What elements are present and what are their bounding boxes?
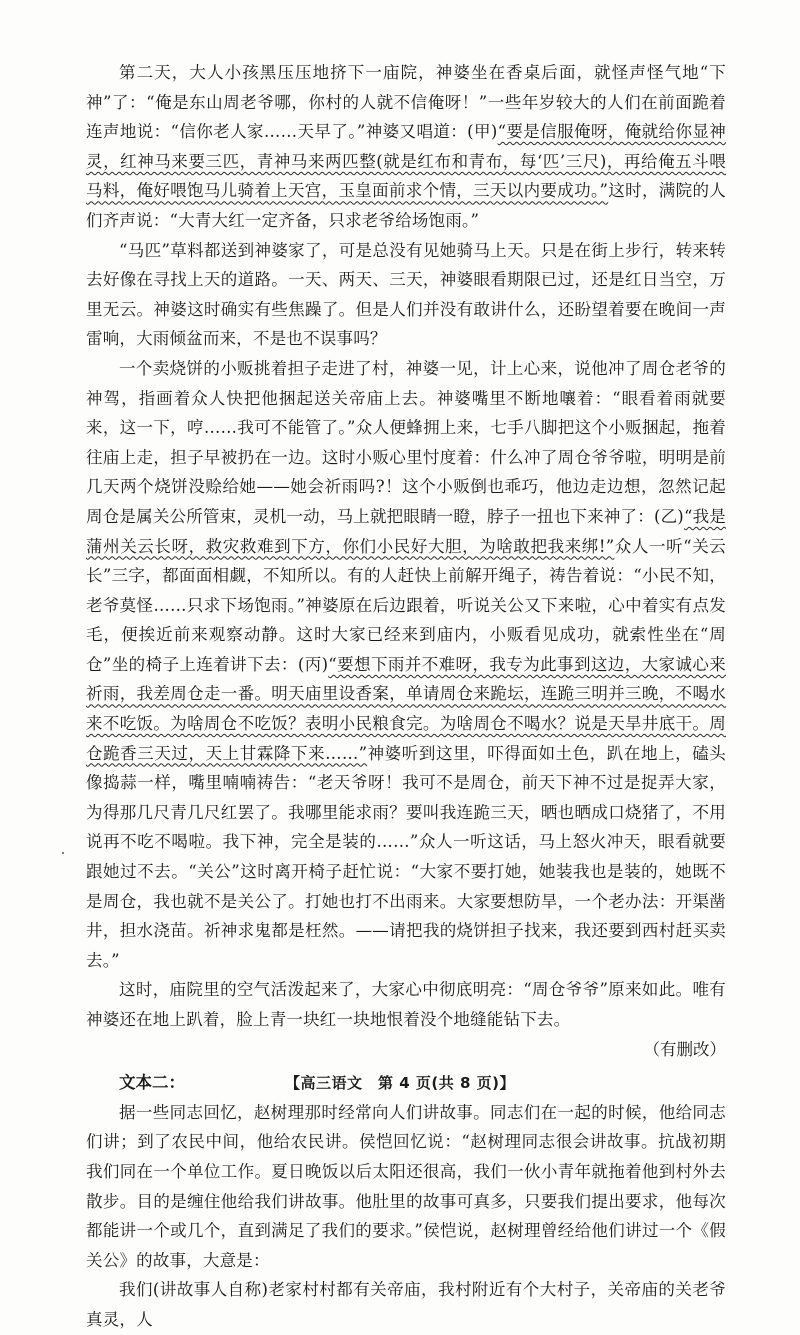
paragraph-3-part-1: 一个卖烧饼的小贩挑着担子走进了村，神婆一见，计上心来，说他冲了周仓老爷的神驾，指画着众人快把他捆起送关帝庙上去。神婆嘴里不断地嚷着：“眼看着雨就要来，这一下，哼……我可不能管了。”众人便蜂拥上来，七手八脚把这个小贩捆起，拖着往庙上走，担子早被扔在一边。这时小贩心里忖度着：什么冲了周仓爷爷啦，明明是前几天两个烧饼没赊给她——她会祈雨吗?！这个小贩倒也乖巧，他边走边想，忽然记起周仓是属关公所管束，灵机一动，马上就把眼睛一瞪，脖子一扭也下来神了：(乙) [86,358,726,526]
scan-speck [62,852,64,854]
paragraph-3 [86,354,726,975]
text2-paragraph-1: 据一些同志回忆，赵树理那时经常向人们讲故事。同志们在一起的时候，他给同志们讲；到了农民中间，他给农民讲。侯恺回忆说：“赵树理同志很会讲故事。抗战初期我们同在一个单位工作。夏日晚饭以后太阳还很高，我们一伙小青年就拖着他到村外去散步。目的是缠住他给我们讲故事。他肚里的故事可真多，只要我们提出要求，他每次都能讲一个或几个，直到满足了我们的要求。”侯恺说，赵树理曾经给他们讲过一个《假关公》的故事，大意是： [86,1102,726,1270]
paragraph-3-part-3: 神婆听到这里，吓得面如土色，趴在地上，磕头像捣蒜一样，嘴里喃喃祷告：“老天爷呀！我可不是周仓，前天下神不过是捉弄大家，为得那几尺青几尺红罢了。我哪里能求雨？要叫我连跪三天，晒也晒成口烧猪了，不用说再不吃不喝啦。我下神，完全是装的……”众人一听这话，马上怒火冲天，眼看就要跟她过不去。“关公”这时离开椅子赶忙说：“大家不要打她，她装我也是装的，她既不是周仓，我也就不是关公了。打她也打不出雨来。大家要想防旱，一个老办法：开渠凿井，担水浇苗。祈神求鬼都是枉然。——请把我的烧饼担子找来，我还要到西村赶买卖去。” [86,743,726,970]
source-note: （有删改） [643,1039,726,1059]
underlined-passage-yi: “我是蒲州关云长呀，救灾救难到下方，你们小民好大胆，为啥敢把我来绑!” [86,506,726,556]
paragraph-3-part-2: 众人一听“关云长”三字，都面面相觑，不知所以。有的人赶快上前解开绳子，祷告着说：“小民不知，老爷莫怪……只求下场饱雨。”神婆原在后边跟着，听说关公又下来啦，心中着实有点发毛，便挨近前来观察动静。这时大家已经来到庙内，小贩看见成功，就索性坐在“周仓”坐的椅子上连着讲下去：(丙) [86,536,726,674]
paragraph-1-intro: 第二天，大人小孩黑压压地挤下一庙院，神婆坐在香桌后面，就怪声怪气地“下神”了：“俺是东山周老爷哪，你村的人就不信俺呀！”一些年岁较大的人们在前面跪着连声地说：“信你老人家……天早了。”神婆又唱道：(甲) [86,63,726,142]
paragraph-2: “马匹”草料都送到神婆家了，可是总没有见她骑马上天。只是在街上步行，转来转去好像在寻找上天的道路。一天、两天、三天，神婆眼看期限已过，还是红日当空，万里无云。神婆这时确实有些焦躁了。但是人们并没有敢讲什么，还盼望着要在晚间一声雷响，大雨倾盆而来，不是也不误事吗？ [86,240,726,349]
paragraph-4: 这时，庙院里的空气活泼起来了，大家心中彻底明亮：“周仓爷爷”原来如此。唯有神婆还在地上趴着，脸上青一块红一块地恨着没个地缝能钻下去。 [86,980,726,1029]
underlined-passage-bing: “要想下雨并不难呀，我专为此事到这边，大家诚心来祈雨，我差周仓走一番。明天庙里设香案，单请周仓来跪坛，连跪三明并三晚，不喝水来不吃饭。为啥周仓不吃饭？表明小民粮食完。为啥周仓不喝水？说是天旱井底干。周仓跪香三天过，天上甘霖降下来……” [86,654,726,763]
text2-paragraph-2: 我们(讲故事人自称)老家村村都有关帝庙，我村附近有个大村子，关帝庙的关老爷真灵，人 [86,1280,726,1329]
paragraph-1-outro: 这时，满院的人们齐声说：“大青大红一定齐备，只求老爷给场饱雨。” [86,181,726,230]
page-footer: 【高三语文 第 4 页(共 8 页)】 [285,1074,515,1092]
underlined-passage-jia: “要是信服俺呀，俺就给你显神灵，红神马来要三匹，青神马来两匹整(就是红布和青布，每‘匹’三尺)，再给俺五斗喂马料，俺好喂饱马儿骑着上天宫，玉皇面前求个情，三天以内要成功。” [86,122,726,201]
document-page [86,58,726,1335]
paragraph-1 [86,58,726,236]
text2-heading: 文本二： [119,1073,185,1093]
